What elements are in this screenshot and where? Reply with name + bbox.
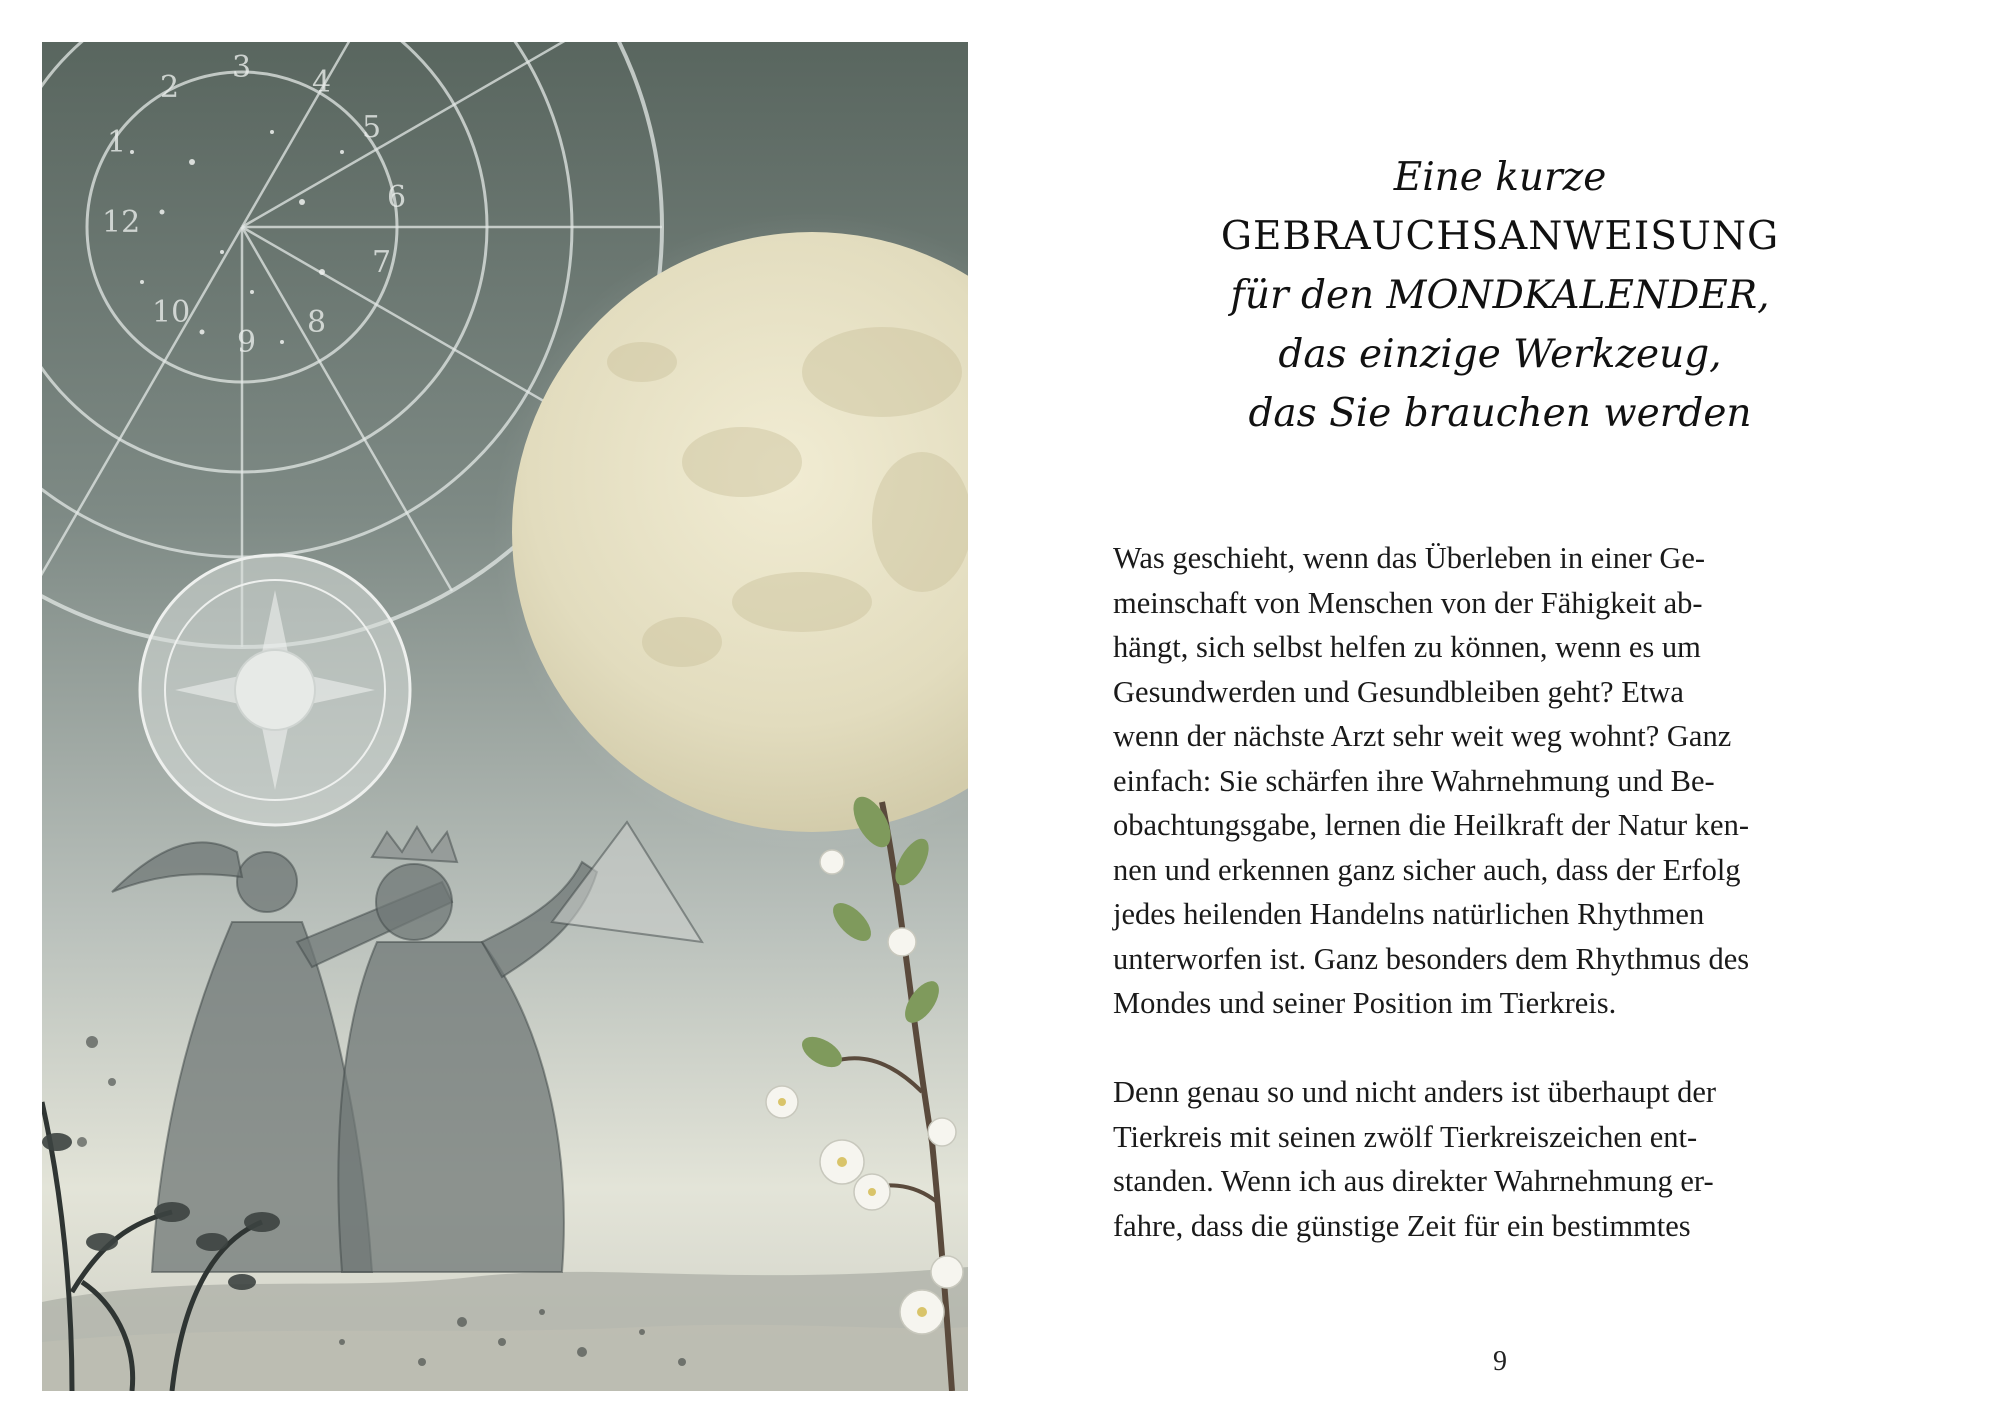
- page-number: 9: [1493, 1346, 1507, 1377]
- paragraph-2: [1113, 1070, 1933, 1248]
- text-line: standen. Wenn ich aus direkter Wahrnehmung er-: [1113, 1164, 1714, 1198]
- heading-line-2: GEBRAUCHSANWEISUNG: [1220, 214, 1780, 259]
- heading-line-3: für den MONDKALENDER,: [1230, 273, 1770, 318]
- body-text: [1113, 536, 1933, 1293]
- text-line: Tierkreis mit seinen zwölf Tierkreiszeichen ent-: [1113, 1119, 1698, 1154]
- chapter-heading: [1060, 148, 1940, 443]
- moon-zodiac-illustration: [42, 42, 968, 1391]
- svg-text:12: 12: [102, 205, 141, 240]
- svg-text:9: 9: [237, 325, 257, 360]
- svg-text:2: 2: [160, 70, 180, 105]
- svg-text:1: 1: [107, 125, 127, 160]
- svg-text:5: 5: [362, 110, 382, 145]
- text-line: obachtungsgabe, lernen die Heilkraft der Natur ken-: [1113, 808, 1750, 842]
- text-line: meinschaft von Menschen von der Fähigkeit ab-: [1113, 585, 1703, 620]
- text-line: unterworfen ist. Ganz besonders dem Rhythmus des: [1113, 941, 1750, 976]
- text-page: [1060, 0, 1960, 1417]
- text-line: Denn genau so und nicht anders ist überhaupt der: [1113, 1075, 1717, 1109]
- svg-text:10: 10: [152, 295, 191, 330]
- heading-line-4: das einzige Werkzeug,: [1278, 332, 1722, 377]
- svg-text:3: 3: [232, 50, 252, 85]
- paragraph-1: [1113, 536, 1933, 1026]
- svg-text:8: 8: [307, 305, 327, 340]
- text-line: jedes heilenden Handelns natürlichen Rhythmen: [1113, 897, 1705, 931]
- sun-compass-icon: [140, 555, 410, 825]
- text-line: fahre, dass die günstige Zeit für ein bestimmtes: [1113, 1208, 1691, 1243]
- text-line: wenn der nächste Arzt sehr weit weg wohnt? Ganz: [1113, 719, 1732, 753]
- text-line: nen und erkennen ganz sicher auch, dass der Erfolg: [1113, 852, 1741, 887]
- text-line: Mondes und seiner Position im Tierkreis.: [1113, 986, 1617, 1020]
- text-line: Was geschieht, wenn das Überleben in einer Ge-: [1113, 541, 1706, 575]
- svg-text:4: 4: [312, 65, 332, 100]
- heading-line-1: Eine kurze: [1393, 155, 1607, 200]
- svg-text:6: 6: [387, 180, 407, 215]
- svg-text:7: 7: [372, 245, 392, 280]
- text-line: Gesundwerden und Gesundbleiben geht? Etwa: [1113, 674, 1684, 709]
- heading-line-5: das Sie brauchen werden: [1248, 391, 1752, 436]
- text-line: einfach: Sie schärfen ihre Wahrnehmung und Be-: [1113, 763, 1715, 798]
- text-line: hängt, sich selbst helfen zu können, wenn es um: [1113, 630, 1701, 664]
